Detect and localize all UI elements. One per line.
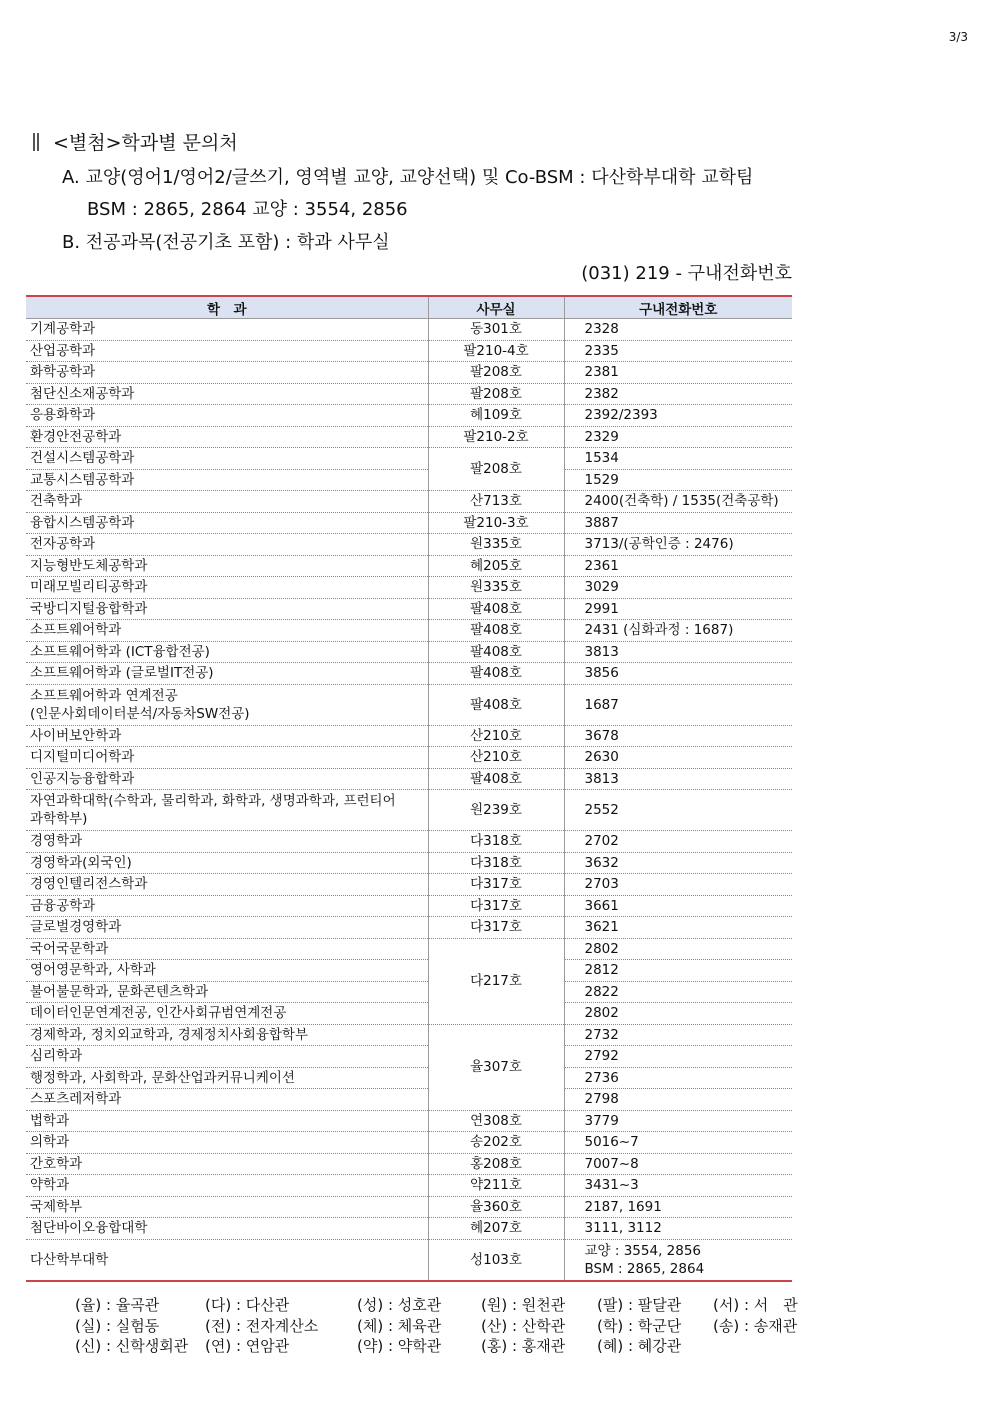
extension-cell xyxy=(564,725,792,747)
extension-cell xyxy=(564,1067,792,1089)
table-row xyxy=(26,1046,792,1068)
table-row xyxy=(26,1132,792,1154)
table-row xyxy=(26,831,792,853)
line-b: B. 전공과목(전공기초 포함) : 학과 사무실 xyxy=(62,232,390,253)
department-cell xyxy=(26,1132,428,1154)
office-cell: 팔210-3호 xyxy=(428,512,564,534)
legend-item: (학) : 학군단 xyxy=(597,1316,682,1335)
extension-number: 2361 xyxy=(584,557,619,574)
extension-number: 2329 xyxy=(584,428,619,445)
office-cell: 팔210-2호 xyxy=(428,426,564,448)
legend-item: (체) : 체육관 xyxy=(357,1316,442,1335)
department-name: 경영학과 xyxy=(30,833,83,850)
table-row xyxy=(26,362,792,384)
department-name: 데이터인문연계전공, 인간사회규범연계전공 xyxy=(30,1005,287,1022)
table-row xyxy=(26,1067,792,1089)
extension-number-cont: BSM : 2865, 2864 xyxy=(584,1260,705,1277)
extension-number: 2552 xyxy=(584,802,619,818)
table-row xyxy=(26,469,792,491)
extension-number: 3887 xyxy=(584,514,619,531)
extension-cell xyxy=(564,684,792,725)
table-row xyxy=(26,1110,792,1132)
department-cell xyxy=(26,895,428,917)
extension-number: 2630 xyxy=(584,749,619,766)
table-row xyxy=(26,938,792,960)
extension-cell xyxy=(564,790,792,831)
office-cell: 약211호 xyxy=(428,1175,564,1197)
extension-cell xyxy=(564,895,792,917)
table-row xyxy=(26,1239,792,1281)
department-name: 지능형반도체공학과 xyxy=(30,557,148,574)
department-name: 법학과 xyxy=(30,1112,70,1129)
department-name: 스포츠레저학과 xyxy=(30,1091,122,1108)
table-row xyxy=(26,663,792,685)
extension-number: 3632 xyxy=(584,854,619,871)
extension-cell xyxy=(564,469,792,491)
table-row xyxy=(26,534,792,556)
legend-item: (성) : 성호관 xyxy=(357,1296,442,1314)
department-cell xyxy=(26,938,428,960)
extension-cell xyxy=(564,768,792,790)
office-cell: 송202호 xyxy=(428,1132,564,1154)
extension-cell xyxy=(564,831,792,853)
department-name: 심리학과 xyxy=(30,1048,83,1065)
table-header-row xyxy=(26,296,792,319)
department-cell xyxy=(26,620,428,642)
extension-cell xyxy=(564,1218,792,1240)
table-body xyxy=(26,319,792,1281)
line-a1: A. 교양(영어1/영어2/글쓰기, 영역별 교양, 교양선택) 및 Co-BSM : 다산학부대학 교학팀 xyxy=(62,167,754,188)
extension-number: 2812 xyxy=(584,962,619,979)
extension-cell xyxy=(564,1175,792,1197)
office-cell: 성103호 xyxy=(428,1239,564,1281)
department-name: 융합시스템공학과 xyxy=(30,514,135,531)
header-department: 학 과 xyxy=(26,296,428,319)
extension-number: 3813 xyxy=(584,770,619,787)
office-cell: 팔408호 xyxy=(428,620,564,642)
extension-number: 2703 xyxy=(584,876,619,893)
legend-item: (원) : 원천관 xyxy=(481,1296,566,1314)
department-name: 영어영문학과, 사학과 xyxy=(30,962,156,979)
extension-number: 2991 xyxy=(584,600,619,617)
department-cell xyxy=(26,448,428,470)
office-cell: 팔208호 xyxy=(428,362,564,384)
department-name: 경영인텔리전스학과 xyxy=(30,876,148,893)
extension-cell xyxy=(564,981,792,1003)
extension-number: 3678 xyxy=(584,727,619,744)
table-row xyxy=(26,747,792,769)
extension-number: 2187, 1691 xyxy=(584,1198,662,1215)
extension-cell xyxy=(564,448,792,470)
department-cell xyxy=(26,319,428,341)
legend-line xyxy=(75,1315,813,1336)
office-cell: 산210호 xyxy=(428,747,564,769)
department-cell xyxy=(26,831,428,853)
department-name: 인공지능융합학과 xyxy=(30,770,135,787)
legend-item: (서) : 서 관 xyxy=(713,1296,798,1314)
section-heading xyxy=(33,128,238,155)
table-row xyxy=(26,1089,792,1111)
office-cell: 팔408호 xyxy=(428,663,564,685)
department-name: 경제학과, 정치외교학과, 경제정치사회융합학부 xyxy=(30,1026,308,1043)
department-name: 건설시스템공학과 xyxy=(30,450,135,467)
extension-number: 2400(건축학) / 1535(건축공학) xyxy=(584,493,779,510)
table-row xyxy=(26,1218,792,1240)
department-cell xyxy=(26,534,428,556)
department-cell xyxy=(26,684,428,725)
department-name: 소프트웨어학과 (ICT융합전공) xyxy=(30,643,210,660)
extension-cell xyxy=(564,534,792,556)
office-cell: 다317호 xyxy=(428,895,564,917)
department-cell xyxy=(26,852,428,874)
extension-number: 2732 xyxy=(584,1026,619,1043)
department-name: 간호학과 xyxy=(30,1155,83,1172)
table-row xyxy=(26,874,792,896)
department-name: 국어국문학과 xyxy=(30,940,109,957)
table-row xyxy=(26,1024,792,1046)
table-row xyxy=(26,598,792,620)
extension-cell xyxy=(564,319,792,341)
department-name: 전자공학과 xyxy=(30,536,96,553)
office-cell: 산210호 xyxy=(428,725,564,747)
department-name: 화학공학과 xyxy=(30,364,96,381)
department-name: 교통시스템공학과 xyxy=(30,471,135,488)
table-row xyxy=(26,960,792,982)
office-cell: 팔408호 xyxy=(428,641,564,663)
extension-number: 1529 xyxy=(584,471,619,488)
table-row xyxy=(26,768,792,790)
legend-item: (약) : 약학관 xyxy=(357,1337,442,1355)
department-cell xyxy=(26,1089,428,1111)
department-name: 다산학부대학 xyxy=(30,1251,109,1268)
extension-number: 3779 xyxy=(584,1112,619,1129)
table-row xyxy=(26,790,792,831)
department-name: 소프트웨어학과 (글로벌IT전공) xyxy=(30,665,214,682)
office-cell: 팔210-4호 xyxy=(428,340,564,362)
extension-number: 2736 xyxy=(584,1069,619,1086)
extension-cell xyxy=(564,1239,792,1281)
phone-prefix: (031) 219 - 구내전화번호 xyxy=(581,263,792,284)
department-cell xyxy=(26,512,428,534)
department-name: 자연과학대학(수학과, 물리학과, 화학과, 생명과학과, 프런티어 xyxy=(30,793,396,809)
legend-line xyxy=(75,1294,813,1315)
extension-cell xyxy=(564,1110,792,1132)
department-cell xyxy=(26,1153,428,1175)
department-cell xyxy=(26,981,428,1003)
legend-line xyxy=(75,1335,713,1356)
department-name: 응용화학과 xyxy=(30,407,96,424)
department-cell xyxy=(26,1110,428,1132)
department-cell xyxy=(26,1067,428,1089)
office-cell: 다318호 xyxy=(428,852,564,874)
department-cell xyxy=(26,874,428,896)
department-cell xyxy=(26,598,428,620)
legend-item: (송) : 송재관 xyxy=(713,1316,798,1335)
extension-cell xyxy=(564,1024,792,1046)
table-row xyxy=(26,1175,792,1197)
extension-number: 2802 xyxy=(584,940,619,957)
table-row xyxy=(26,620,792,642)
extension-cell xyxy=(564,960,792,982)
department-name: 글로벌경영학과 xyxy=(30,919,122,936)
table-row xyxy=(26,981,792,1003)
extension-number: 3431~3 xyxy=(584,1177,639,1194)
office-cell: 원239호 xyxy=(428,790,564,831)
page-number: 3/3 xyxy=(948,30,968,44)
office-cell: 팔208호 xyxy=(428,448,564,491)
extension-cell xyxy=(564,1089,792,1111)
department-cell xyxy=(26,362,428,384)
header-extension: 구내전화번호 xyxy=(564,296,792,319)
extension-number: 2382 xyxy=(584,385,619,402)
department-name: 사이버보안학과 xyxy=(30,727,122,744)
extension-number: 3029 xyxy=(584,579,619,596)
department-cell xyxy=(26,1218,428,1240)
extension-cell xyxy=(564,1132,792,1154)
department-cell xyxy=(26,491,428,513)
extension-number: 2392/2393 xyxy=(584,407,658,424)
department-cell xyxy=(26,426,428,448)
extension-cell xyxy=(564,555,792,577)
extension-cell xyxy=(564,512,792,534)
office-cell: 팔408호 xyxy=(428,598,564,620)
legend-item: (산) : 산학관 xyxy=(481,1316,566,1335)
table-row xyxy=(26,1003,792,1025)
extension-cell xyxy=(564,1196,792,1218)
department-cell xyxy=(26,1024,428,1046)
extension-cell xyxy=(564,383,792,405)
department-cell xyxy=(26,340,428,362)
extension-number: 2822 xyxy=(584,983,619,1000)
heading-text: <별첨>학과별 문의처 xyxy=(53,132,238,154)
office-cell: 혜205호 xyxy=(428,555,564,577)
office-cell: 다317호 xyxy=(428,874,564,896)
legend-item: (율) : 율곡관 xyxy=(75,1296,160,1314)
extension-cell xyxy=(564,362,792,384)
table-row xyxy=(26,895,792,917)
table-row xyxy=(26,917,792,939)
department-cell xyxy=(26,405,428,427)
department-name: 행정학과, 사회학과, 문화산업과커뮤니케이션 xyxy=(30,1069,295,1086)
office-cell: 율360호 xyxy=(428,1196,564,1218)
extension-number: 7007~8 xyxy=(584,1155,639,1172)
extension-cell xyxy=(564,1003,792,1025)
office-cell: 원335호 xyxy=(428,577,564,599)
extension-cell xyxy=(564,620,792,642)
extension-cell xyxy=(564,577,792,599)
legend-item: (전) : 전자계산소 xyxy=(205,1316,319,1335)
department-name: 불어불문학과, 문화콘텐츠학과 xyxy=(30,983,209,1000)
department-cell xyxy=(26,663,428,685)
office-cell: 원335호 xyxy=(428,534,564,556)
department-name: 국방디지털융합학과 xyxy=(30,600,148,617)
department-name: 소프트웨어학과 xyxy=(30,622,122,639)
extension-number: 3713/(공학인증 : 2476) xyxy=(584,536,734,553)
legend-item: (팔) : 팔달관 xyxy=(597,1296,682,1314)
table-row xyxy=(26,426,792,448)
department-cell xyxy=(26,747,428,769)
office-cell: 다317호 xyxy=(428,917,564,939)
extension-cell xyxy=(564,641,792,663)
office-cell: 혜207호 xyxy=(428,1218,564,1240)
extension-cell xyxy=(564,874,792,896)
extension-number: 2798 xyxy=(584,1091,619,1108)
extension-number: 3621 xyxy=(584,919,619,936)
department-cell xyxy=(26,555,428,577)
extension-number: 3661 xyxy=(584,897,619,914)
department-name: 건축학과 xyxy=(30,493,83,510)
extension-number: 2431 (심화과정 : 1687) xyxy=(584,622,734,639)
department-cell xyxy=(26,641,428,663)
office-cell: 다217호 xyxy=(428,938,564,1024)
extension-number: 5016~7 xyxy=(584,1134,639,1151)
department-cell xyxy=(26,725,428,747)
table-row xyxy=(26,1196,792,1218)
extension-cell xyxy=(564,917,792,939)
department-cell xyxy=(26,383,428,405)
department-contact-table xyxy=(26,295,792,1282)
extension-number: 1534 xyxy=(584,450,619,467)
table-row xyxy=(26,340,792,362)
office-cell: 혜109호 xyxy=(428,405,564,427)
table-row xyxy=(26,448,792,470)
department-name: 첨단신소재공학과 xyxy=(30,385,135,402)
office-cell: 홍208호 xyxy=(428,1153,564,1175)
extension-number: 3813 xyxy=(584,643,619,660)
department-name: 약학과 xyxy=(30,1177,70,1194)
extension-number: 2381 xyxy=(584,364,619,381)
legend-item: (혜) : 혜강관 xyxy=(597,1337,682,1355)
department-cell xyxy=(26,960,428,982)
extension-number: 3856 xyxy=(584,665,619,682)
department-cell xyxy=(26,577,428,599)
legend-item: (실) : 실험동 xyxy=(75,1316,160,1335)
extension-cell xyxy=(564,938,792,960)
department-name: 소프트웨어학과 연계전공 xyxy=(30,687,178,704)
extension-cell xyxy=(564,426,792,448)
office-cell: 율307호 xyxy=(428,1024,564,1110)
department-name: 금융공학과 xyxy=(30,897,96,914)
department-name: 환경안전공학과 xyxy=(30,428,122,445)
extension-cell xyxy=(564,340,792,362)
extension-cell xyxy=(564,663,792,685)
department-name: 경영학과(외국인) xyxy=(30,854,132,871)
extension-cell xyxy=(564,1153,792,1175)
department-cell xyxy=(26,917,428,939)
extension-number: 1687 xyxy=(584,696,619,713)
department-cell xyxy=(26,469,428,491)
table-row xyxy=(26,319,792,341)
legend-item: (연) : 연암관 xyxy=(205,1337,290,1355)
office-cell: 동301호 xyxy=(428,319,564,341)
extension-cell xyxy=(564,852,792,874)
table-row xyxy=(26,555,792,577)
department-cell xyxy=(26,1003,428,1025)
department-name: 디지털미디어학과 xyxy=(30,749,135,766)
department-cell xyxy=(26,790,428,831)
department-name: 의학과 xyxy=(30,1134,70,1151)
table-row xyxy=(26,725,792,747)
table-row xyxy=(26,405,792,427)
department-cell xyxy=(26,1175,428,1197)
office-cell: 다318호 xyxy=(428,831,564,853)
extension-cell xyxy=(564,598,792,620)
office-cell: 산713호 xyxy=(428,491,564,513)
department-name: 미래모빌리티공학과 xyxy=(30,579,148,596)
table-row xyxy=(26,852,792,874)
office-cell: 팔208호 xyxy=(428,383,564,405)
extension-number: 2335 xyxy=(584,342,619,359)
office-cell: 팔408호 xyxy=(428,768,564,790)
extension-cell xyxy=(564,405,792,427)
legend-item: (홍) : 홍재관 xyxy=(481,1337,566,1355)
extension-cell xyxy=(564,491,792,513)
table-row xyxy=(26,512,792,534)
table-row xyxy=(26,684,792,725)
extension-cell xyxy=(564,1046,792,1068)
extension-number: 2702 xyxy=(584,833,619,850)
department-cell xyxy=(26,768,428,790)
department-name: 국제학부 xyxy=(30,1198,83,1215)
table-row xyxy=(26,491,792,513)
department-name: 산업공학과 xyxy=(30,342,96,359)
department-cell xyxy=(26,1046,428,1068)
extension-number: 교양 : 3554, 2856 xyxy=(584,1242,702,1259)
extension-number: 2328 xyxy=(584,321,619,338)
header-office: 사무실 xyxy=(428,296,564,319)
table-row xyxy=(26,383,792,405)
extension-number: 3111, 3112 xyxy=(584,1220,662,1237)
department-name-cont: 과학학부) xyxy=(30,811,88,827)
table-row xyxy=(26,577,792,599)
department-name-cont: (인문사회데이터분석/자동차SW전공) xyxy=(30,705,250,722)
table-row xyxy=(26,1153,792,1175)
extension-cell xyxy=(564,747,792,769)
line-a2: BSM : 2865, 2864 교양 : 3554, 2856 xyxy=(87,199,408,220)
department-cell xyxy=(26,1239,428,1281)
legend-item: (신) : 신학생회관 xyxy=(75,1337,189,1355)
office-cell: 팔408호 xyxy=(428,684,564,725)
office-cell: 연308호 xyxy=(428,1110,564,1132)
department-name: 기계공학과 xyxy=(30,321,96,338)
table-row xyxy=(26,641,792,663)
department-name: 첨단바이오융합대학 xyxy=(30,1220,148,1237)
department-cell xyxy=(26,1196,428,1218)
heading-bar-icon xyxy=(33,133,39,151)
extension-number: 2792 xyxy=(584,1048,619,1065)
extension-number: 2802 xyxy=(584,1005,619,1022)
legend-item: (다) : 다산관 xyxy=(205,1296,290,1314)
